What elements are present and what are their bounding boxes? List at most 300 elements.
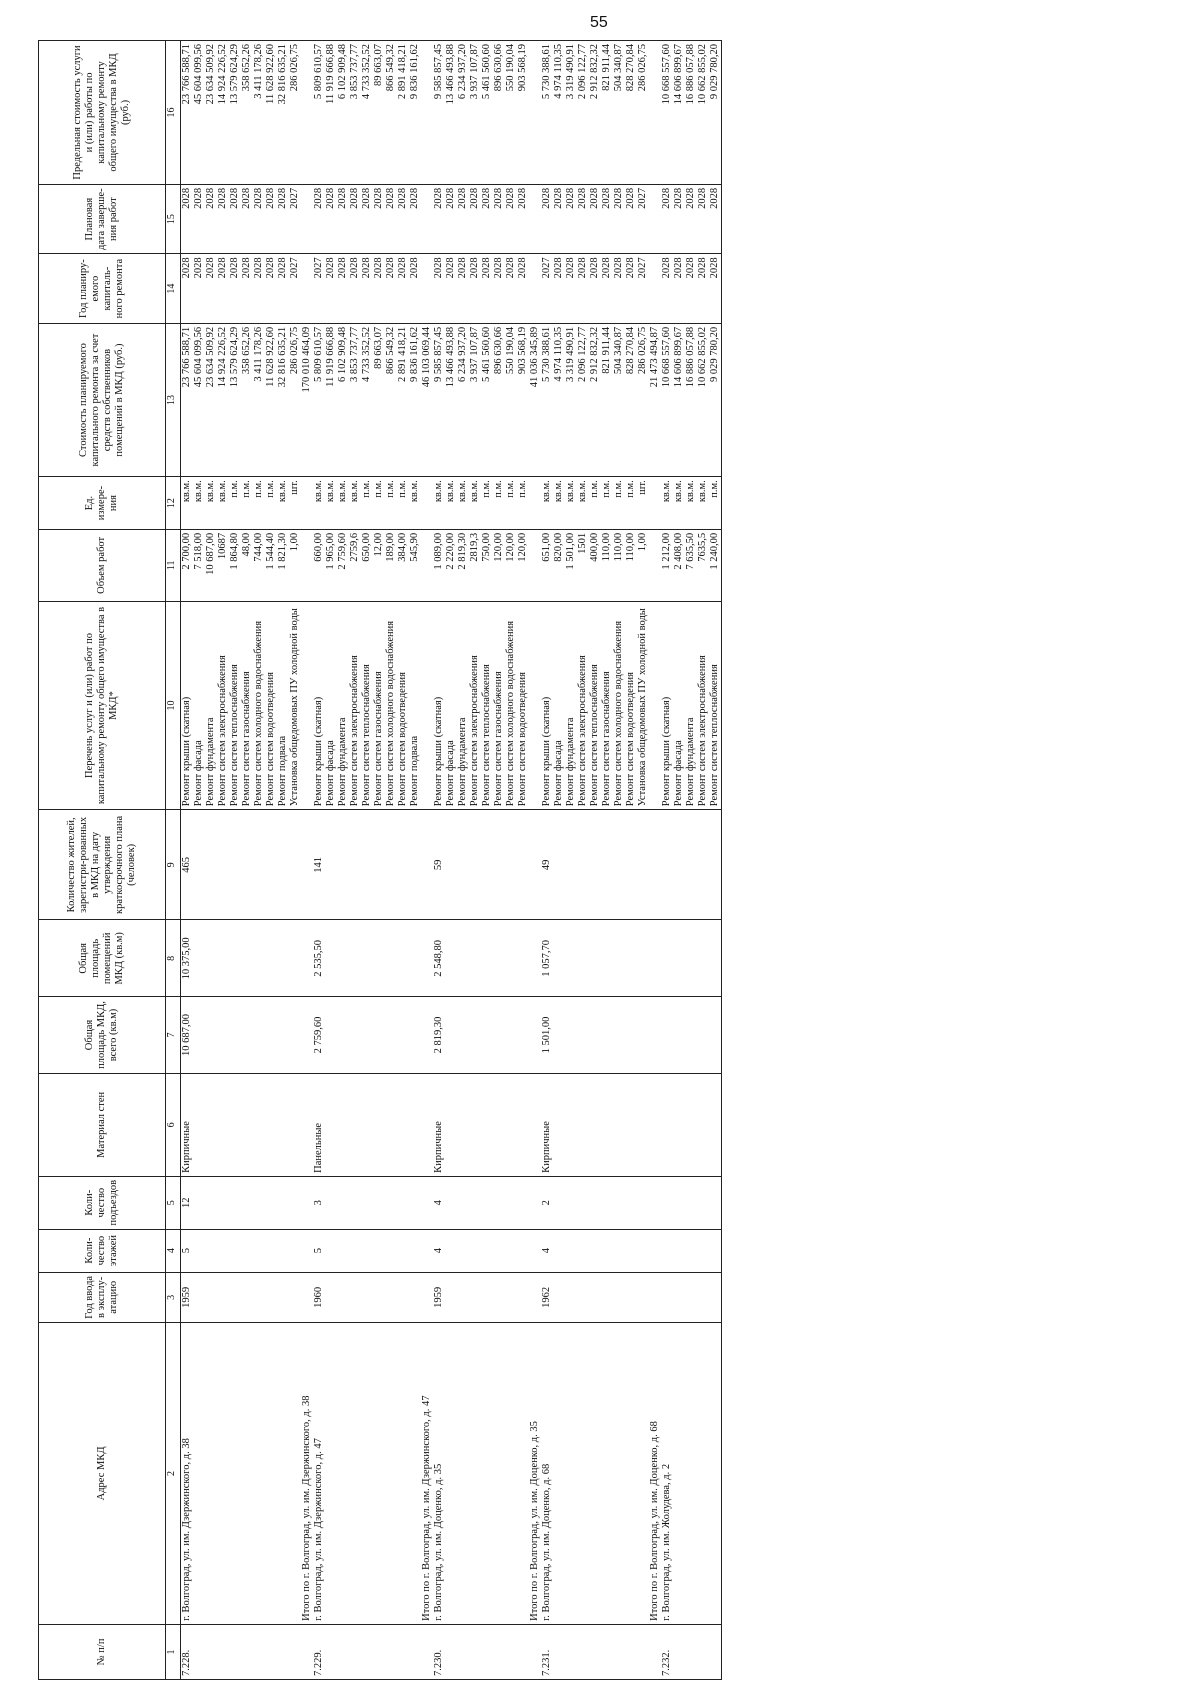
repair-year-cell: 2028 [709,254,722,323]
empty-cell [649,920,661,997]
unit-cell: кв.м. [541,477,553,530]
volume-cell: 10687 [217,529,229,601]
limit-cost-cell: 504 340,87 [613,41,625,185]
column-number: 2 [166,1322,181,1624]
volume-cell: 1 089,00 [433,529,445,601]
volume-cell: 651,00 [541,529,553,601]
end-date-cell: 2028 [613,184,625,253]
table-row [337,41,349,1680]
unit-cell: кв.м. [673,477,685,530]
limit-cost-cell: 4 733 352,52 [361,41,373,185]
address-cell [517,1322,529,1624]
total-area-cell [409,997,421,1074]
table-row [253,41,265,1680]
entrances-cell [673,1176,685,1229]
floors-cell [385,1229,397,1272]
premises-area-cell [265,920,277,997]
work-name-cell: Ремонт крыши (скатная) [433,601,445,809]
year-built-cell [697,1272,709,1322]
entrances-cell [517,1176,529,1229]
wall-material-cell [253,1073,265,1176]
premises-area-cell [397,920,409,997]
table-row [517,41,529,1680]
table-row [481,41,493,1680]
cost-cell: 10 668 557,60 [661,323,673,476]
address-cell [325,1322,337,1624]
row-number-cell [601,1624,613,1679]
year-built-cell [325,1272,337,1322]
end-date-cell: 2028 [709,184,722,253]
empty-cell [649,184,661,253]
empty-cell [529,1073,541,1176]
address-cell: г. Волгоград, ул. им. Дзержинского, д. 38 [181,1322,194,1624]
unit-cell: п.м. [361,477,373,530]
entrances-cell [481,1176,493,1229]
total-row [649,41,661,1680]
address-cell [601,1322,613,1624]
empty-cell [301,920,313,997]
residents-cell [217,810,229,920]
work-name-cell: Ремонт систем газоснабжения [241,601,253,809]
year-built-cell [349,1272,361,1322]
unit-cell: п.м. [493,477,505,530]
total-area-cell [229,997,241,1074]
end-date-cell: 2028 [565,184,577,253]
empty-cell [301,529,313,601]
limit-cost-cell: 10 668 557,60 [661,41,673,185]
unit-cell: кв.м. [565,477,577,530]
column-number: 4 [166,1229,181,1272]
repair-year-cell: 2028 [481,254,493,323]
row-number-cell: 7.230. [433,1624,445,1679]
row-number-cell [649,1624,661,1679]
year-built-cell [661,1272,673,1322]
repair-year-cell: 2028 [577,254,589,323]
unit-cell: п.м. [601,477,613,530]
cost-cell: 13 466 493,88 [445,323,457,476]
work-name-cell: Ремонт крыши (скатная) [661,601,673,809]
entrances-cell [277,1176,289,1229]
entrances-cell [565,1176,577,1229]
end-date-cell: 2028 [277,184,289,253]
entrances-cell [493,1176,505,1229]
address-cell [385,1322,397,1624]
total-area-cell [457,997,469,1074]
empty-cell [649,1229,661,1272]
address-cell [709,1322,722,1624]
row-number-cell [289,1624,301,1679]
premises-area-cell [601,920,613,997]
empty-cell [649,477,661,530]
limit-cost-cell: 45 604 099,56 [193,41,205,185]
table-row [553,41,565,1680]
unit-cell: кв.м. [325,477,337,530]
row-number-cell [265,1624,277,1679]
end-date-cell: 2028 [589,184,601,253]
floors-cell [481,1229,493,1272]
volume-cell: 120,00 [517,529,529,601]
limit-cost-cell: 286 026,75 [637,41,649,185]
repair-year-cell: 2027 [313,254,325,323]
floors-cell [577,1229,589,1272]
floors-cell [457,1229,469,1272]
table-row [565,41,577,1680]
premises-area-cell [289,920,301,997]
year-built-cell [625,1272,637,1322]
cost-cell: 6 234 937,20 [457,323,469,476]
work-name-cell: Ремонт систем холодного водоснабжения [385,601,397,809]
empty-cell [421,254,433,323]
year-built-cell [253,1272,265,1322]
header-row [39,41,166,1680]
total-area-cell [661,997,673,1074]
column-header: Общая площадь МКД, всего (кв.м) [39,997,166,1074]
table-row [433,41,445,1680]
residents-cell [493,810,505,920]
row-number-cell [457,1624,469,1679]
address-cell [277,1322,289,1624]
year-built-cell [553,1272,565,1322]
year-built-cell [565,1272,577,1322]
residents-cell [625,810,637,920]
end-date-cell: 2028 [457,184,469,253]
unit-cell: кв.м. [409,477,421,530]
limit-cost-cell: 14 606 899,67 [673,41,685,185]
repair-year-cell: 2028 [337,254,349,323]
cost-cell: 3 853 737,77 [349,323,361,476]
table-row [325,41,337,1680]
address-cell [361,1322,373,1624]
unit-cell: п.м. [589,477,601,530]
entrances-cell [289,1176,301,1229]
limit-cost-cell: 6 102 909,48 [337,41,349,185]
repair-year-cell: 2028 [613,254,625,323]
cost-cell: 5 730 388,61 [541,323,553,476]
work-name-cell: Ремонт подвала [409,601,421,809]
empty-cell [301,254,313,323]
page-number: 55 [590,14,608,31]
unit-cell: п.м. [397,477,409,530]
residents-cell: 141 [313,810,325,920]
work-name-cell: Ремонт систем холодного водоснабжения [253,601,265,809]
table-row [613,41,625,1680]
row-number-cell [229,1624,241,1679]
address-cell [577,1322,589,1624]
table-body [181,41,722,1680]
wall-material-cell [577,1073,589,1176]
address-cell: г. Волгоград, ул. им. Доценко, д. 68 [541,1322,553,1624]
unit-cell: кв.м. [661,477,673,530]
row-number-cell [409,1624,421,1679]
floors-cell [625,1229,637,1272]
residents-cell [469,810,481,920]
table-row [193,41,205,1680]
year-built-cell [241,1272,253,1322]
table-row [457,41,469,1680]
address-cell [445,1322,457,1624]
residents-cell [577,810,589,920]
entrances-cell [253,1176,265,1229]
year-built-cell [685,1272,697,1322]
row-number-cell [625,1624,637,1679]
column-header: Общая площадь помещений МКД (кв.м) [39,920,166,997]
end-date-cell: 2028 [349,184,361,253]
end-date-cell: 2027 [289,184,301,253]
residents-cell [565,810,577,920]
empty-cell [529,1272,541,1322]
row-number-cell [529,1624,541,1679]
cost-cell: 16 886 057,88 [685,323,697,476]
end-date-cell: 2028 [397,184,409,253]
row-number-cell [325,1624,337,1679]
total-label-cell: Итого по г. Волгоград, ул. им. Доценко, д. 35 [529,1322,541,1624]
unit-cell: кв.м. [277,477,289,530]
repair-year-cell: 2028 [253,254,265,323]
wall-material-cell [637,1073,649,1176]
end-date-cell: 2028 [337,184,349,253]
unit-cell: п.м. [229,477,241,530]
total-cost-cell: 41 036 345,89 [529,323,541,476]
column-number: 8 [166,920,181,997]
address-cell [409,1322,421,1624]
volume-cell: 2 220,00 [445,529,457,601]
repair-year-cell: 2028 [277,254,289,323]
residents-cell [229,810,241,920]
empty-cell [421,41,433,185]
table-row [205,41,217,1680]
table-row [589,41,601,1680]
table-row [625,41,637,1680]
table-row [217,41,229,1680]
year-built-cell [361,1272,373,1322]
empty-cell [529,254,541,323]
cost-cell: 3 937 107,87 [469,323,481,476]
column-header: Стоимость планируемого капитального ремонта за счет средств собственников помещений в МКД (руб.) [39,323,166,476]
address-cell [457,1322,469,1624]
limit-cost-cell: 866 549,32 [385,41,397,185]
year-built-cell [577,1272,589,1322]
cost-cell: 23 634 509,92 [205,323,217,476]
unit-cell: кв.м. [685,477,697,530]
table-row [181,41,194,1680]
wall-material-cell [337,1073,349,1176]
total-area-cell [325,997,337,1074]
unit-cell: кв.м. [313,477,325,530]
row-number-cell [493,1624,505,1679]
total-area-cell [277,997,289,1074]
empty-cell [301,601,313,809]
column-header: Год планиру-емого капиталь-ного ремонта [39,254,166,323]
work-name-cell: Ремонт фасада [325,601,337,809]
total-cost-cell: 46 103 069,44 [421,323,433,476]
column-header: Предельная стоимость услуги и (или) работы по капитальному ремонту общего имущества в МКД (руб.) [39,41,166,185]
floors-cell [253,1229,265,1272]
wall-material-cell [517,1073,529,1176]
end-date-cell: 2028 [685,184,697,253]
premises-area-cell [613,920,625,997]
empty-cell [301,477,313,530]
table-row [601,41,613,1680]
premises-area-cell [337,920,349,997]
year-built-cell [493,1272,505,1322]
premises-area-cell [241,920,253,997]
floors-cell [349,1229,361,1272]
limit-cost-cell: 16 886 057,88 [685,41,697,185]
total-area-cell: 1 501,00 [541,997,553,1074]
repair-year-cell: 2028 [469,254,481,323]
limit-cost-cell: 13 579 624,29 [229,41,241,185]
repair-year-cell: 2028 [349,254,361,323]
column-header: Коли-чество подъездов [39,1176,166,1229]
residents-cell [337,810,349,920]
repair-year-cell: 2028 [265,254,277,323]
address-cell [241,1322,253,1624]
residents-cell [517,810,529,920]
volume-cell: 750,00 [481,529,493,601]
year-built-cell [265,1272,277,1322]
cost-cell: 9 836 161,62 [409,323,421,476]
work-name-cell: Ремонт систем теплоснабжения [589,601,601,809]
empty-cell [529,920,541,997]
address-cell [229,1322,241,1624]
entrances-cell [709,1176,722,1229]
total-row [421,41,433,1680]
premises-area-cell [349,920,361,997]
wall-material-cell: Кирпичные [181,1073,194,1176]
row-number-cell [253,1624,265,1679]
year-built-cell [373,1272,385,1322]
empty-cell [301,1073,313,1176]
empty-cell [301,1272,313,1322]
row-number-cell [349,1624,361,1679]
residents-cell [589,810,601,920]
total-cost-cell: 170 010 464,09 [301,323,313,476]
premises-area-cell [589,920,601,997]
row-number-cell [577,1624,589,1679]
work-name-cell: Ремонт фундамента [337,601,349,809]
total-area-cell [565,997,577,1074]
limit-cost-cell: 2 096 122,77 [577,41,589,185]
residents-cell [265,810,277,920]
unit-cell: кв.м. [349,477,361,530]
work-name-cell: Ремонт систем электроснабжения [697,601,709,809]
entrances-cell [601,1176,613,1229]
total-area-cell [385,997,397,1074]
address-cell [337,1322,349,1624]
work-name-cell: Ремонт систем газоснабжения [373,601,385,809]
total-area-cell [217,997,229,1074]
floors-cell: 5 [181,1229,194,1272]
floors-cell [361,1229,373,1272]
empty-cell [421,810,433,920]
empty-cell [301,810,313,920]
end-date-cell: 2028 [205,184,217,253]
repair-year-cell: 2028 [553,254,565,323]
premises-area-cell [325,920,337,997]
cost-cell: 504 340,87 [613,323,625,476]
end-date-cell: 2028 [517,184,529,253]
year-built-cell: 1959 [181,1272,194,1322]
repair-year-cell: 2028 [625,254,637,323]
work-name-cell: Ремонт фундамента [205,601,217,809]
entrances-cell: 12 [181,1176,194,1229]
entrances-cell [625,1176,637,1229]
entrances-cell [337,1176,349,1229]
address-cell [565,1322,577,1624]
end-date-cell: 2028 [385,184,397,253]
row-number-cell [217,1624,229,1679]
repair-year-cell: 2028 [661,254,673,323]
wall-material-cell [241,1073,253,1176]
limit-cost-cell: 11 919 666,88 [325,41,337,185]
work-name-cell: Ремонт фасада [673,601,685,809]
wall-material-cell [349,1073,361,1176]
total-area-cell [589,997,601,1074]
volume-cell: 650,00 [361,529,373,601]
volume-cell: 7 635,50 [685,529,697,601]
address-cell [685,1322,697,1624]
entrances-cell [613,1176,625,1229]
floors-cell [517,1229,529,1272]
cost-cell: 11 919 666,88 [325,323,337,476]
work-name-cell: Ремонт систем теплоснабжения [481,601,493,809]
premises-area-cell [685,920,697,997]
wall-material-cell [685,1073,697,1176]
wall-material-cell [613,1073,625,1176]
volume-cell: 7635,5 [697,529,709,601]
total-area-cell [553,997,565,1074]
premises-area-cell [217,920,229,997]
work-name-cell: Ремонт систем водоотведения [397,601,409,809]
row-number-cell [421,1624,433,1679]
limit-cost-cell: 6 234 937,20 [457,41,469,185]
unit-cell: кв.м. [433,477,445,530]
limit-cost-cell: 13 466 493,88 [445,41,457,185]
repair-year-cell: 2028 [385,254,397,323]
end-date-cell: 2028 [541,184,553,253]
year-built-cell [217,1272,229,1322]
repair-year-cell: 2028 [697,254,709,323]
rotated-table-container [38,40,1178,1680]
empty-cell [649,41,661,185]
year-built-cell [601,1272,613,1322]
volume-cell: 1 240,00 [709,529,722,601]
row-number-cell [385,1624,397,1679]
limit-cost-cell: 32 816 635,21 [277,41,289,185]
empty-cell [649,1073,661,1176]
column-header: № п/п [39,1624,166,1679]
volume-cell: 1,00 [637,529,649,601]
end-date-cell: 2027 [637,184,649,253]
address-cell [637,1322,649,1624]
residents-cell [613,810,625,920]
cost-cell: 4 974 110,35 [553,323,565,476]
entrances-cell [577,1176,589,1229]
empty-cell [649,601,661,809]
address-cell [625,1322,637,1624]
wall-material-cell [673,1073,685,1176]
cost-cell: 4 733 352,52 [361,323,373,476]
unit-cell: кв.м. [469,477,481,530]
total-area-cell: 10 687,00 [181,997,194,1074]
wall-material-cell [661,1073,673,1176]
wall-material-cell [205,1073,217,1176]
cost-cell: 89 663,07 [373,323,385,476]
cost-cell: 3 319 490,91 [565,323,577,476]
end-date-cell: 2028 [229,184,241,253]
volume-cell: 12,00 [373,529,385,601]
wall-material-cell: Кирпичные [433,1073,445,1176]
